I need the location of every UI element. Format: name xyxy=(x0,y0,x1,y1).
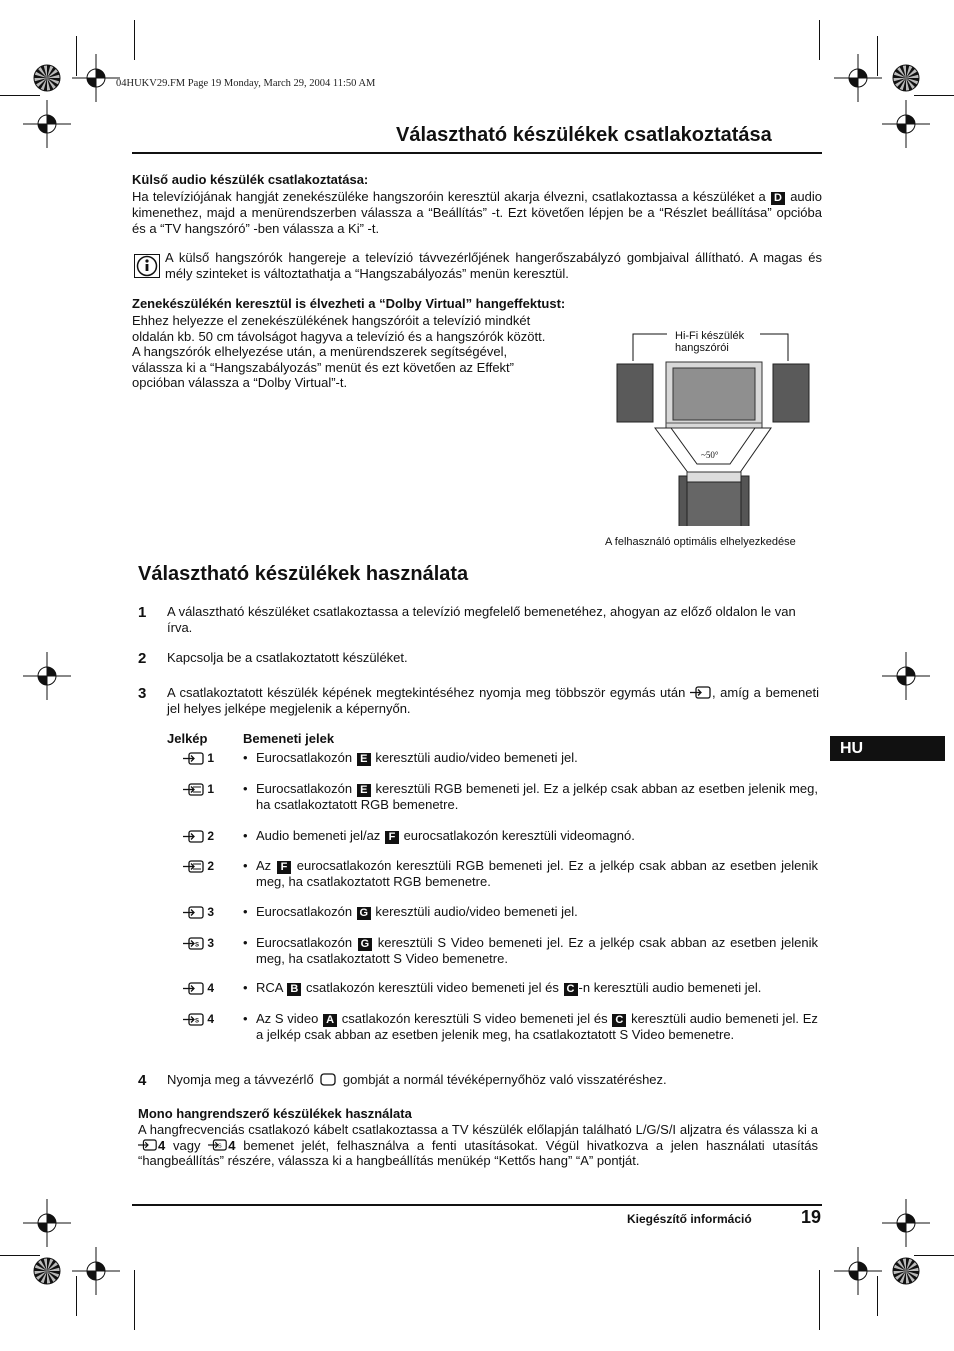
crosshair-mark-icon xyxy=(882,100,930,148)
input-symbol-glyph xyxy=(183,906,205,919)
crosshair-mark-icon xyxy=(72,54,120,102)
step-number: 3 xyxy=(138,685,147,702)
input-number: 3 xyxy=(207,905,214,919)
input-number: 2 xyxy=(207,859,214,873)
crosshair-mark-icon xyxy=(23,652,71,700)
crop-line xyxy=(819,20,820,60)
connector-badge: E xyxy=(357,784,371,797)
bullet: • xyxy=(243,904,248,919)
crosshair-mark-icon xyxy=(834,54,882,102)
input-signal-description: Az S video A csatlakozón keresztüli S video bemeneti jel és C keresztüli audio bemeneti jel. Ez a jelkép csak abban az esetben jelenik meg, ha csatlakoztatott S Video bemenetre. xyxy=(256,1011,818,1042)
svideo-input-icon xyxy=(208,1139,228,1151)
crosshair-mark-icon xyxy=(72,1247,120,1295)
mono-title: Mono hangrendszerő készülékek használata xyxy=(138,1106,412,1121)
input-number: 3 xyxy=(207,936,214,950)
step-4-text: Nyomja meg a távvezérlő gombját a normál tévéképernyőhöz való visszatéréshez. xyxy=(167,1072,667,1087)
input-number: 2 xyxy=(207,829,214,843)
input-symbol-icon xyxy=(170,905,214,919)
input-signal-description: Eurocsatlakozón G keresztüli S Video bemeneti jel. Ez a jelkép csak abban az esetben jelenik meg, ha csatlakoztatott S Video bemenetre. xyxy=(256,935,818,966)
crop-line xyxy=(0,95,40,96)
step-2-text: Kapcsolja be a csatlakoztatott készüléket. xyxy=(167,650,408,665)
input-symbol-icon xyxy=(170,981,214,995)
step-3-text: A csatlakoztatott készülék képének megtekintéséhez nyomja meg többször egymás után , amíg a bemeneti jel helyes jelképe megjelenik a képernyőn. xyxy=(167,685,819,716)
input-symbol-icon xyxy=(170,859,214,873)
starburst-mark-icon xyxy=(33,1257,61,1285)
section-title-connecting: Választható készülékek csatlakoztatása xyxy=(396,124,772,146)
table-header-input-signals: Bemeneti jelek xyxy=(243,731,335,746)
bullet: • xyxy=(243,750,248,765)
crosshair-mark-icon xyxy=(882,1199,930,1247)
footer-section-name: Kiegészítő információ xyxy=(627,1212,752,1226)
crosshair-mark-icon xyxy=(23,100,71,148)
input-symbol-glyph xyxy=(183,752,205,765)
table-header-symbol: Jelkép xyxy=(167,731,208,746)
input-symbol-glyph xyxy=(183,982,205,995)
step-1-text: A választható készüléket csatlakoztassa a televízió megfelelő bemenetéhez, ahogyan az előző oldalon le van írva. xyxy=(167,604,796,635)
angle-label: ~50° xyxy=(701,450,719,460)
crop-line xyxy=(134,20,135,60)
connector-badge: G xyxy=(358,938,372,951)
crosshair-mark-icon xyxy=(23,1199,71,1247)
connector-badge: F xyxy=(385,831,399,844)
connector-badge: E xyxy=(357,753,371,766)
crop-line xyxy=(134,1270,135,1330)
bullet: • xyxy=(243,858,248,873)
input-symbol-icon xyxy=(170,829,214,843)
bullet: • xyxy=(243,828,248,843)
crop-line xyxy=(76,1276,77,1316)
bullet: • xyxy=(243,1011,248,1026)
crosshair-mark-icon xyxy=(882,652,930,700)
input-select-icon xyxy=(690,686,712,699)
title-rule xyxy=(132,152,822,154)
input-signal-description: Eurocsatlakozón G keresztüli audio/video bemeneti jel. xyxy=(256,904,578,919)
input-symbol-glyph xyxy=(183,830,205,843)
connector-badge: F xyxy=(277,861,291,874)
bullet: • xyxy=(243,980,248,995)
starburst-mark-icon xyxy=(892,64,920,92)
connector-badge: C xyxy=(564,983,578,996)
svg-text:S: S xyxy=(195,942,200,948)
footer-rule xyxy=(132,1204,822,1206)
dolby-paragraph: Ehhez helyezze el zenekészülékének hangszóróit a televízió mindkét oldalán kb. 50 cm távolságot hagyva a televízió és a hangszórók között. A hangszórók elhelyezése után, a menürendszerek segítségével, válassza ki a “Hangszabályozás” menüt és ezt követően az Effekt” opcióban válassza a “Dolby Virtual”-t. xyxy=(132,313,546,391)
input-symbol-glyph xyxy=(183,937,205,950)
info-note: A külső hangszórók hangereje a televízió távvezérlőjének hangerőszabályzó gombjaival állítható. A magas és mély szinteket is változtathatja a “Hangszabályozás” menün keresztül. xyxy=(165,250,822,281)
crop-line xyxy=(914,95,954,96)
mono-paragraph: A hangfrecvenciás csatlakozó kábelt csatlakoztassa a TV készülék előlapján található L/G/S/I aljzatra és válassza ki a 4 vagy S 4 bemenet jelét, felhasználva a fenti utasításokat. Végül hivatkozva a jelen használati utasítás “hangbeállítás” részére, válassza ki a hangbeállítás menükép “Kettős hang” “A” pontját. xyxy=(138,1122,818,1169)
connector-badge: A xyxy=(323,1014,337,1027)
input-number: 1 xyxy=(207,782,214,796)
speaker-placement-illustration xyxy=(605,326,825,526)
input-signal-description: RCA B csatlakozón keresztüli video bemeneti jel és C -n keresztüli audio bemeneti jel. xyxy=(256,980,762,995)
input-symbol-glyph xyxy=(183,860,205,873)
crop-line xyxy=(877,36,878,76)
bullet: • xyxy=(243,781,248,796)
speaker-placement-diagram xyxy=(605,326,825,551)
step-number: 4 xyxy=(138,1072,147,1089)
crosshair-mark-icon xyxy=(834,1247,882,1295)
svg-text:S: S xyxy=(195,1018,200,1024)
step-number: 2 xyxy=(138,650,147,667)
crop-line xyxy=(819,1270,820,1330)
connector-d-badge: D xyxy=(771,192,785,205)
input-symbol-icon xyxy=(170,936,214,950)
section-title-using: Választható készülékek használata xyxy=(138,563,469,585)
svg-text:S: S xyxy=(218,1143,222,1150)
input-signal-description: Eurocsatlakozón E keresztüli RGB bemeneti jel. Ez a jelkép csak abban az esetben jelenik meg, ha csatlakoztatott RGB bemenetre. xyxy=(256,781,818,812)
starburst-mark-icon xyxy=(892,1257,920,1285)
subsection-title-dolby: Zenekészülékén keresztül is élvezheti a “Dolby Virtual” hangeffektust: xyxy=(132,296,566,311)
input-symbol-icon xyxy=(170,1012,214,1026)
external-audio-paragraph: Ha televíziójának hangját zenekészüléke hangszoróin keresztül akarja élvezni, csatlakoztassa a készüléket a D audio kimenethez, majd a menürendszerben válassza a “Beállítás” -t. Ezt követően lépjen be a “Részlet beállítása” opcióba és a “TV hangszóró” -ben válassza a Ki” -t. xyxy=(132,189,822,236)
input-number: 1 xyxy=(207,751,214,765)
starburst-mark-icon xyxy=(33,64,61,92)
file-header-line: 04HUKV29.FM Page 19 Monday, March 29, 2004 11:50 AM xyxy=(116,78,376,89)
input-symbol-icon xyxy=(170,751,214,765)
crop-line xyxy=(877,1276,878,1316)
speakers-label-line1: Hi-Fi készülék xyxy=(675,330,745,342)
input-symbol-glyph xyxy=(183,1013,205,1026)
input-number: 4 xyxy=(207,1012,214,1026)
crop-line xyxy=(76,36,77,76)
input-symbol-icon xyxy=(170,782,214,796)
connector-badge: B xyxy=(287,983,301,996)
input-signal-description: Audio bemeneti jel/az F eurocsatlakozón keresztüli videomagnó. xyxy=(256,828,635,843)
page-number: 19 xyxy=(801,1207,822,1227)
av-input-icon xyxy=(138,1139,158,1151)
connector-badge: G xyxy=(357,907,371,920)
input-symbol-glyph xyxy=(183,783,205,796)
connector-badge: C xyxy=(612,1014,626,1027)
speakers-label-line2: hangszórói xyxy=(675,342,729,354)
info-icon xyxy=(134,254,160,278)
bullet: • xyxy=(243,935,248,950)
crop-line xyxy=(914,1255,954,1256)
input-number: 4 xyxy=(207,981,214,995)
tv-button-icon xyxy=(319,1073,337,1086)
subsection-title-external-audio: Külső audio készülék csatlakoztatása: xyxy=(132,172,369,187)
step-number: 1 xyxy=(138,604,147,621)
input-signal-description: Az F eurocsatlakozón keresztüli RGB bemeneti jel. Ez a jelkép csak abban az esetben jelenik meg, ha csatlakoztatott RGB bemenetre. xyxy=(256,858,818,889)
user-position-caption: A felhasználó optimális elhelyezkedése xyxy=(605,536,796,548)
language-tab: HU xyxy=(830,736,945,761)
input-signal-description: Eurocsatlakozón E keresztüli audio/video bemeneti jel. xyxy=(256,750,578,765)
crop-line xyxy=(0,1255,40,1256)
